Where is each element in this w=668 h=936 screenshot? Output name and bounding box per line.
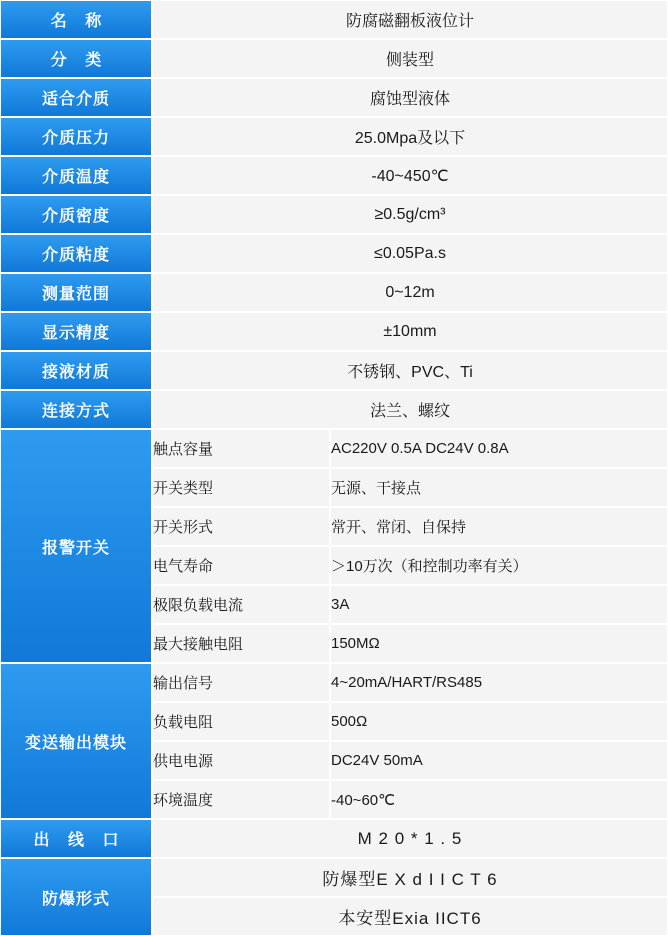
table-row: [0, 390, 668, 429]
sub-row-value: 常开、常闭、自保持: [330, 507, 668, 546]
row-value: ≥0.5g/cm³: [152, 195, 668, 234]
row-label: 介质粘度: [0, 234, 152, 273]
table-row: [0, 78, 668, 117]
explosion-proof-group: [0, 858, 668, 936]
sub-row-value: 无源、干接点: [330, 468, 668, 507]
explosion-proof-value: 本安型Exia IICT6: [152, 897, 668, 936]
table-row: [0, 351, 668, 390]
table-row: [152, 858, 668, 897]
table-row: [152, 663, 668, 702]
sub-row-label: 开关形式: [152, 507, 330, 546]
transmitter-module-group: [0, 663, 668, 819]
table-row: [0, 0, 668, 39]
table-row: [0, 195, 668, 234]
outlet-label: 出 线 口: [0, 819, 152, 858]
row-label: 适合介质: [0, 78, 152, 117]
sub-row-label: 负载电阻: [152, 702, 330, 741]
table-row: [152, 741, 668, 780]
alarm-switch-rows: [152, 429, 668, 663]
row-value: 0~12m: [152, 273, 668, 312]
explosion-proof-values: [152, 858, 668, 936]
table-row: [152, 468, 668, 507]
row-label: 测量范围: [0, 273, 152, 312]
row-label: 名 称: [0, 0, 152, 39]
table-row: [0, 39, 668, 78]
row-label: 接液材质: [0, 351, 152, 390]
sub-row-value: 3A: [330, 585, 668, 624]
sub-row-label: 开关类型: [152, 468, 330, 507]
row-label: 连接方式: [0, 390, 152, 429]
outlet-row: [0, 819, 668, 858]
row-label: 介质温度: [0, 156, 152, 195]
row-value: ≤0.05Pa.s: [152, 234, 668, 273]
sub-row-value: 150MΩ: [330, 624, 668, 663]
table-row: [0, 273, 668, 312]
table-row: [152, 585, 668, 624]
explosion-proof-label: 防爆形式: [0, 858, 152, 936]
row-value: -40~450℃: [152, 156, 668, 195]
sub-row-label: 输出信号: [152, 663, 330, 702]
table-row: [152, 897, 668, 936]
alarm-switch-group: [0, 429, 668, 663]
row-value: 侧装型: [152, 39, 668, 78]
sub-row-value: AC220V 0.5A DC24V 0.8A: [330, 429, 668, 468]
sub-row-label: 触点容量: [152, 429, 330, 468]
sub-row-label: 电气寿命: [152, 546, 330, 585]
row-label: 介质压力: [0, 117, 152, 156]
table-row: [0, 117, 668, 156]
alarm-switch-label: 报警开关: [0, 429, 152, 663]
row-value: 25.0Mpa及以下: [152, 117, 668, 156]
row-value: 防腐磁翻板液位计: [152, 0, 668, 39]
transmitter-module-rows: [152, 663, 668, 819]
table-row: [0, 156, 668, 195]
table-row: [152, 624, 668, 663]
sub-row-label: 供电电源: [152, 741, 330, 780]
sub-row-label: 环境温度: [152, 780, 330, 819]
sub-row-label: 最大接触电阻: [152, 624, 330, 663]
table-row: [152, 507, 668, 546]
row-value: ±10mm: [152, 312, 668, 351]
table-row: [152, 546, 668, 585]
transmitter-module-label: 变送输出模块: [0, 663, 152, 819]
table-row: [152, 702, 668, 741]
row-value: 法兰、螺纹: [152, 390, 668, 429]
sub-row-value: DC24V 50mA: [330, 741, 668, 780]
table-row: [152, 780, 668, 819]
row-label: 介质密度: [0, 195, 152, 234]
sub-row-value: 500Ω: [330, 702, 668, 741]
row-value: 不锈钢、PVC、Ti: [152, 351, 668, 390]
sub-row-value: 4~20mA/HART/RS485: [330, 663, 668, 702]
sub-row-value: ＞10万次（和控制功率有关）: [330, 546, 668, 585]
explosion-proof-value: 防爆型E X d I I C T 6: [152, 858, 668, 897]
sub-row-label: 极限负载电流: [152, 585, 330, 624]
table-row: [152, 429, 668, 468]
table-row: [0, 312, 668, 351]
sub-row-value: -40~60℃: [330, 780, 668, 819]
row-value: 腐蚀型液体: [152, 78, 668, 117]
outlet-value: M 2 0 * 1 . 5: [152, 819, 668, 858]
row-label: 分 类: [0, 39, 152, 78]
row-label: 显示精度: [0, 312, 152, 351]
table-row: [0, 234, 668, 273]
